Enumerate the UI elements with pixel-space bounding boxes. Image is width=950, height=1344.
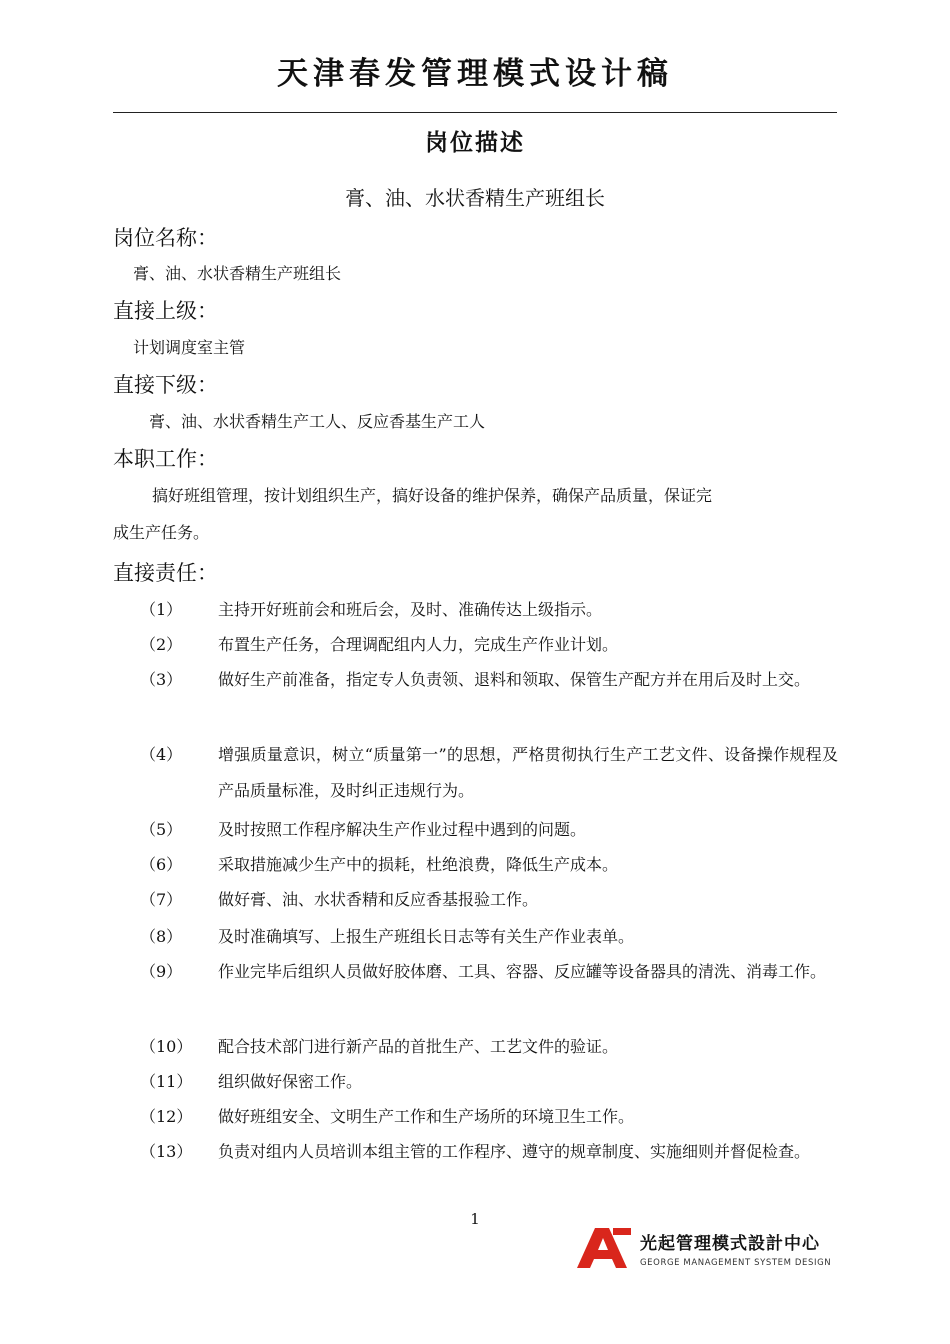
position-title: 膏、油、水状香精生产班组长 bbox=[345, 186, 605, 210]
resp-number: （13） bbox=[140, 1142, 193, 1161]
resp-text: 布置生产任务，合理调配组内人力，完成生产作业计划。 bbox=[218, 635, 619, 654]
resp-text: 主持开好班前会和班后会，及时、准确传达上级指示。 bbox=[218, 600, 603, 619]
resp-number: （2） bbox=[140, 635, 183, 654]
duty-value-line1: 搞好班组管理，按计划组织生产，搞好设备的维护保养，确保产品质量，保证完 bbox=[152, 486, 713, 505]
resp-number: （9） bbox=[140, 962, 183, 981]
resp-number: （5） bbox=[140, 820, 183, 839]
section-title: 岗位描述 bbox=[425, 130, 525, 156]
resp-text: 做好膏、油、水状香精和反应香基报验工作。 bbox=[218, 890, 539, 909]
resp-text: 及时按照工作程序解决生产作业过程中遇到的问题。 bbox=[218, 820, 587, 839]
document-title: 天津春发管理模式设计稿 bbox=[277, 56, 673, 92]
resp-number: （6） bbox=[140, 855, 183, 874]
resp-text: 采取措施减少生产中的损耗，杜绝浪费，降低生产成本。 bbox=[218, 855, 619, 874]
resp-number: （8） bbox=[140, 927, 183, 946]
company-logo-icon bbox=[573, 1226, 635, 1270]
resp-number: （4） bbox=[140, 745, 183, 764]
resp-number: （1） bbox=[140, 600, 183, 619]
responsibilities-label: 直接责任： bbox=[113, 561, 218, 585]
resp-text: 配合技术部门进行新产品的首批生产、工艺文件的验证。 bbox=[218, 1037, 619, 1056]
resp-text: 作业完毕后组织人员做好胶体磨、工具、容器、反应罐等设备器具的清洗、消毒工作。 bbox=[218, 962, 827, 981]
resp-text: 组织做好保密工作。 bbox=[218, 1072, 363, 1091]
resp-text: 做好班组安全、文明生产工作和生产场所的环境卫生工作。 bbox=[218, 1107, 635, 1126]
resp-number: （7） bbox=[140, 890, 183, 909]
title-divider bbox=[113, 112, 837, 113]
subordinate-label: 直接下级： bbox=[113, 373, 218, 397]
resp-text: 做好生产前准备，指定专人负责领、退料和领取、保管生产配方并在用后及时上交。 bbox=[218, 670, 811, 689]
page-number: 1 bbox=[470, 1210, 480, 1228]
duty-value-line2: 成生产任务。 bbox=[113, 523, 210, 542]
superior-label: 直接上级： bbox=[113, 299, 218, 323]
resp-number: （10） bbox=[140, 1037, 193, 1056]
subordinate-value: 膏、油、水状香精生产工人、反应香基生产工人 bbox=[149, 412, 486, 431]
resp-text: 增强质量意识，树立“质量第一”的思想，严格贯彻执行生产工艺文件、设备操作规程及产品质量标准，及时纠正违规行为。 bbox=[218, 745, 838, 800]
position-name-value: 膏、油、水状香精生产班组长 bbox=[133, 264, 342, 283]
resp-number: （11） bbox=[140, 1072, 193, 1091]
company-logo-name: 光起管理模式設計中心 bbox=[640, 1234, 820, 1254]
logo-accent-bar bbox=[613, 1228, 631, 1235]
position-name-label: 岗位名称： bbox=[113, 226, 218, 250]
company-logo-subtitle: GEORGE MANAGEMENT SYSTEM DESIGN bbox=[640, 1258, 832, 1268]
resp-text: 及时准确填写、上报生产班组长日志等有关生产作业表单。 bbox=[218, 927, 635, 946]
resp-number: （3） bbox=[140, 670, 183, 689]
superior-value: 计划调度室主管 bbox=[133, 338, 246, 357]
resp-number: （12） bbox=[140, 1107, 193, 1126]
duty-label: 本职工作： bbox=[113, 447, 218, 471]
resp-text: 负责对组内人员培训本组主管的工作程序、遵守的规章制度、实施细则并督促检查。 bbox=[218, 1142, 811, 1161]
